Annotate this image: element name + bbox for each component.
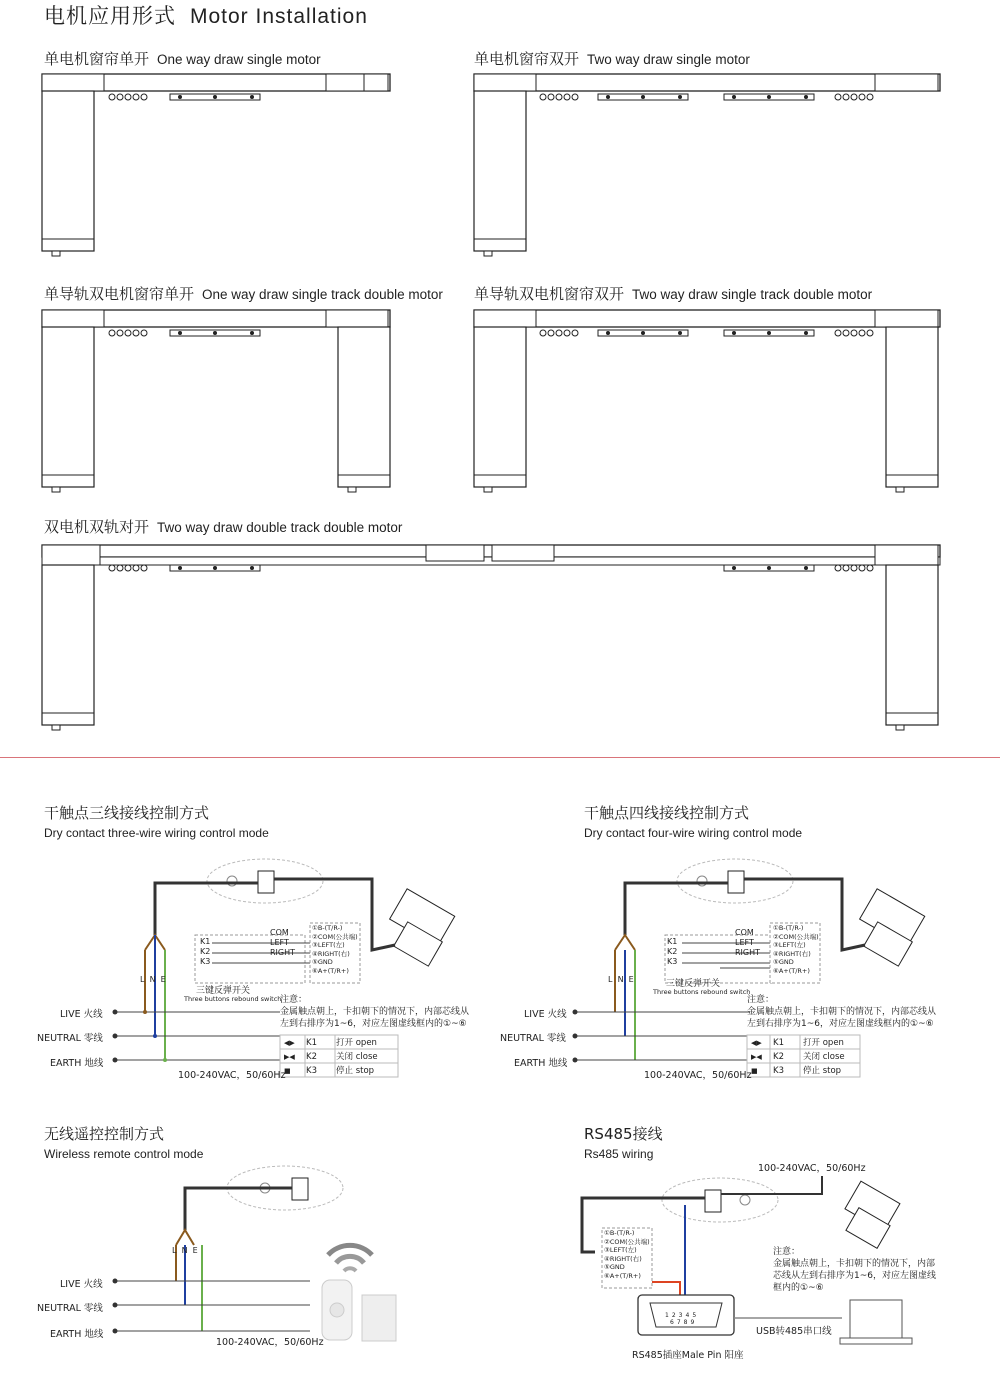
key-row <box>284 1050 378 1064</box>
rs485-socket-label: RS485插座Male Pin 阳座 <box>632 1350 744 1361</box>
pin-2: ②COM(公共端) <box>773 932 819 941</box>
key-row <box>751 1036 845 1050</box>
three-wire-k3: K3 <box>200 957 211 966</box>
key-row <box>751 1064 845 1078</box>
wifi-icon <box>328 1245 372 1271</box>
three-wire-live: LIVE 火线 <box>60 1009 103 1020</box>
pin-6: ⑥A+(T/R+) <box>773 966 810 975</box>
db9-pin-number: 1 <box>665 1312 672 1319</box>
wireless-voltage: 100-240VAC，50/60Hz <box>216 1337 324 1348</box>
header-cn: 干触点三线接线控制方式 <box>44 804 210 822</box>
three-wire-k1: K1 <box>200 937 211 946</box>
label-e: E <box>628 975 634 984</box>
pin-3: ③LEFT(左) <box>312 941 345 949</box>
four-wire-live: LIVE 火线 <box>524 1009 567 1020</box>
key-en: open <box>822 1038 844 1048</box>
pin-1: ①B-(T/R-) <box>773 924 804 932</box>
rs485-pin-numbers <box>665 1312 699 1326</box>
header-cn: RS485接线 <box>584 1125 663 1143</box>
key-row <box>751 1050 845 1064</box>
header-en: Wireless remote control mode <box>44 1147 204 1161</box>
three-wire-lne <box>140 975 166 984</box>
caption-en: Two way draw double track double motor <box>157 520 403 535</box>
note-title: 注意： <box>280 995 308 1005</box>
label-l: L <box>140 975 145 984</box>
label-n: N <box>149 975 156 984</box>
key-en: close <box>822 1052 845 1062</box>
close-icon: ▶◀ <box>751 1053 762 1061</box>
pin-5: ⑤GND <box>312 958 333 966</box>
note-line: 左到右排序为1~6，对应左图虚线框内的①~⑥ <box>280 1019 467 1029</box>
four-wire-lne <box>608 975 634 984</box>
header-four-wire <box>584 802 802 840</box>
pin-6: ⑥A+(T/R+) <box>604 1271 641 1280</box>
pin-4: ④RIGHT(右) <box>312 949 350 958</box>
four-wire-switch-en: Three buttons rebound switch <box>653 988 751 996</box>
key-id: K3 <box>306 1066 317 1076</box>
three-wire-diagram <box>0 855 500 1085</box>
caption-cn: 单导轨双电机窗帘单开 <box>44 285 195 303</box>
pin-3: ③LEFT(左) <box>773 941 806 949</box>
three-wire-left: LEFT <box>270 938 289 947</box>
header-en: Dry contact four-wire wiring control mode <box>584 826 803 840</box>
pin-1: ①B-(T/R-) <box>604 1229 635 1237</box>
caption-en: One way draw single motor <box>157 52 321 67</box>
header-rs485 <box>584 1123 663 1161</box>
pin-4: ④RIGHT(右) <box>773 949 811 958</box>
four-wire-switch-cn: 三键反弹开关 <box>666 979 721 989</box>
three-wire-pins <box>312 924 358 975</box>
key-en: stop <box>822 1066 842 1076</box>
wall-switch-icon <box>362 1295 396 1341</box>
note-title: 注意： <box>747 995 775 1005</box>
four-wire-diagram <box>470 855 970 1085</box>
key-en: close <box>355 1052 378 1062</box>
header-cn: 干触点四线接线控制方式 <box>584 804 750 822</box>
key-id: K2 <box>773 1052 784 1062</box>
wireless-earth: EARTH 地线 <box>50 1329 104 1340</box>
three-wire-neutral: NEUTRAL 零线 <box>37 1033 103 1044</box>
three-wire-key-table <box>284 1036 378 1078</box>
diagram-one-way-double-motor <box>42 310 390 492</box>
wireless-neutral: NEUTRAL 零线 <box>37 1303 103 1314</box>
label-e: E <box>192 1246 198 1255</box>
pin-1: ①B-(T/R-) <box>312 924 343 932</box>
label-l: L <box>608 975 613 984</box>
four-wire-voltage: 100-240VAC，50/60Hz <box>644 1070 752 1081</box>
key-cn: 关闭 <box>803 1052 821 1062</box>
wireless-lne <box>172 1246 198 1255</box>
diagram-two-way-double-motor <box>474 310 940 492</box>
caption-cn: 单导轨双电机窗帘双开 <box>474 285 625 303</box>
rs485-usb-label: USB转485串口线 <box>756 1326 832 1337</box>
caption-cn: 单电机窗帘单开 <box>44 50 150 68</box>
diagram-double-track-double-motor <box>42 545 940 730</box>
pin-2: ②COM(公共端) <box>312 932 358 941</box>
close-icon: ▶◀ <box>284 1053 295 1061</box>
four-wire-neutral: NEUTRAL 零线 <box>500 1033 566 1044</box>
db9-pin-number: 3 <box>678 1312 686 1319</box>
four-wire-note <box>747 994 936 1030</box>
header-en: Dry contact three-wire wiring control mode <box>44 826 269 840</box>
three-wire-k2: K2 <box>200 947 211 956</box>
three-wire-note <box>280 994 469 1030</box>
db9-pin-number: 8 <box>683 1319 691 1326</box>
four-wire-left: LEFT <box>735 938 754 947</box>
key-cn: 打开 <box>803 1038 821 1048</box>
three-wire-com: COM <box>270 928 289 937</box>
four-wire-k3: K3 <box>667 957 678 966</box>
key-en: open <box>355 1038 377 1048</box>
label-e: E <box>160 975 166 984</box>
laptop-icon <box>850 1300 902 1338</box>
note-line: 芯线从左到右排序为1~6，对应左图虚线 <box>773 1271 936 1281</box>
diagram-two-way-single-motor <box>474 74 940 256</box>
key-cn: 打开 <box>336 1038 354 1048</box>
three-wire-earth: EARTH 地线 <box>50 1058 104 1069</box>
wireless-live: LIVE 火线 <box>60 1279 103 1290</box>
caption-cn: 单电机窗帘双开 <box>474 50 580 68</box>
four-wire-pins <box>773 924 819 975</box>
pin-5: ⑤GND <box>604 1263 625 1271</box>
open-icon: ◀▶ <box>284 1039 295 1047</box>
label-l: L <box>172 1246 177 1255</box>
rs485-pins <box>604 1229 650 1280</box>
caption-en: One way draw single track double motor <box>202 287 443 302</box>
note-line: 金属触点朝上，卡扣朝下的情况下，内部 <box>773 1259 936 1269</box>
key-id: K2 <box>306 1052 317 1062</box>
key-en: stop <box>355 1066 375 1076</box>
db9-pin-number: 2 <box>671 1312 679 1319</box>
four-wire-key-table <box>751 1036 845 1078</box>
diagram-one-way-single-motor <box>42 74 390 256</box>
key-cn: 停止 <box>803 1066 821 1076</box>
key-id: K3 <box>773 1066 784 1076</box>
db9-pin-number: 6 <box>670 1319 677 1326</box>
pin-4: ④RIGHT(右) <box>604 1254 642 1263</box>
db9-pin-number: 7 <box>676 1319 684 1326</box>
caption-en: Two way draw single motor <box>587 52 750 67</box>
label-n: N <box>617 975 624 984</box>
three-wire-switch-en: Three buttons rebound switch <box>184 995 282 1003</box>
four-wire-right: RIGHT <box>735 948 761 957</box>
page-title-cn: 电机应用形式 <box>44 4 176 28</box>
caption-en: Two way draw single track double motor <box>632 287 873 302</box>
header-wireless <box>44 1123 203 1161</box>
open-icon: ◀▶ <box>751 1039 762 1047</box>
note-line: 金属触点朝上，卡扣朝下的情况下，内部芯线从 <box>747 1007 937 1017</box>
note-title: 注意： <box>773 1247 801 1257</box>
caption-cn: 双电机双轨对开 <box>44 518 150 536</box>
key-cn: 关闭 <box>336 1052 354 1062</box>
key-row <box>284 1036 378 1050</box>
pin-3: ③LEFT(左) <box>604 1246 637 1254</box>
three-wire-right: RIGHT <box>270 948 296 957</box>
four-wire-k2: K2 <box>667 947 678 956</box>
key-id: K1 <box>773 1038 784 1048</box>
four-wire-k1: K1 <box>667 937 678 946</box>
pin-6: ⑥A+(T/R+) <box>312 966 349 975</box>
note-line: 框内的①~⑥ <box>773 1283 824 1293</box>
header-cn: 无线遥控控制方式 <box>44 1125 165 1143</box>
key-id: K1 <box>306 1038 317 1048</box>
db9-pin-number: 5 <box>692 1312 700 1319</box>
rs485-voltage: 100-240VAC，50/60Hz <box>758 1163 866 1174</box>
stop-icon: ■ <box>284 1067 291 1075</box>
db9-pin-number: 9 <box>690 1319 698 1326</box>
page-title-en: Motor Installation <box>190 5 368 28</box>
stop-icon: ■ <box>751 1067 758 1075</box>
four-wire-com: COM <box>735 928 754 937</box>
pin-5: ⑤GND <box>773 958 794 966</box>
section-divider <box>0 757 1000 758</box>
three-wire-voltage: 100-240VAC，50/60Hz <box>178 1070 286 1081</box>
rs485-note <box>773 1246 936 1294</box>
pin-2: ②COM(公共端) <box>604 1237 650 1246</box>
key-row <box>284 1064 378 1078</box>
four-wire-earth: EARTH 地线 <box>514 1058 568 1069</box>
db9-pin-number: 4 <box>685 1312 693 1319</box>
label-n: N <box>181 1246 188 1255</box>
key-cn: 停止 <box>336 1066 354 1076</box>
note-line: 左到右排序为1~6，对应左图虚线框内的①~⑥ <box>747 1019 934 1029</box>
note-line: 金属触点朝上，卡扣朝下的情况下，内部芯线从 <box>280 1007 470 1017</box>
three-wire-switch-cn: 三键反弹开关 <box>196 986 251 996</box>
header-three-wire <box>44 802 269 840</box>
header-en: Rs485 wiring <box>584 1147 654 1161</box>
